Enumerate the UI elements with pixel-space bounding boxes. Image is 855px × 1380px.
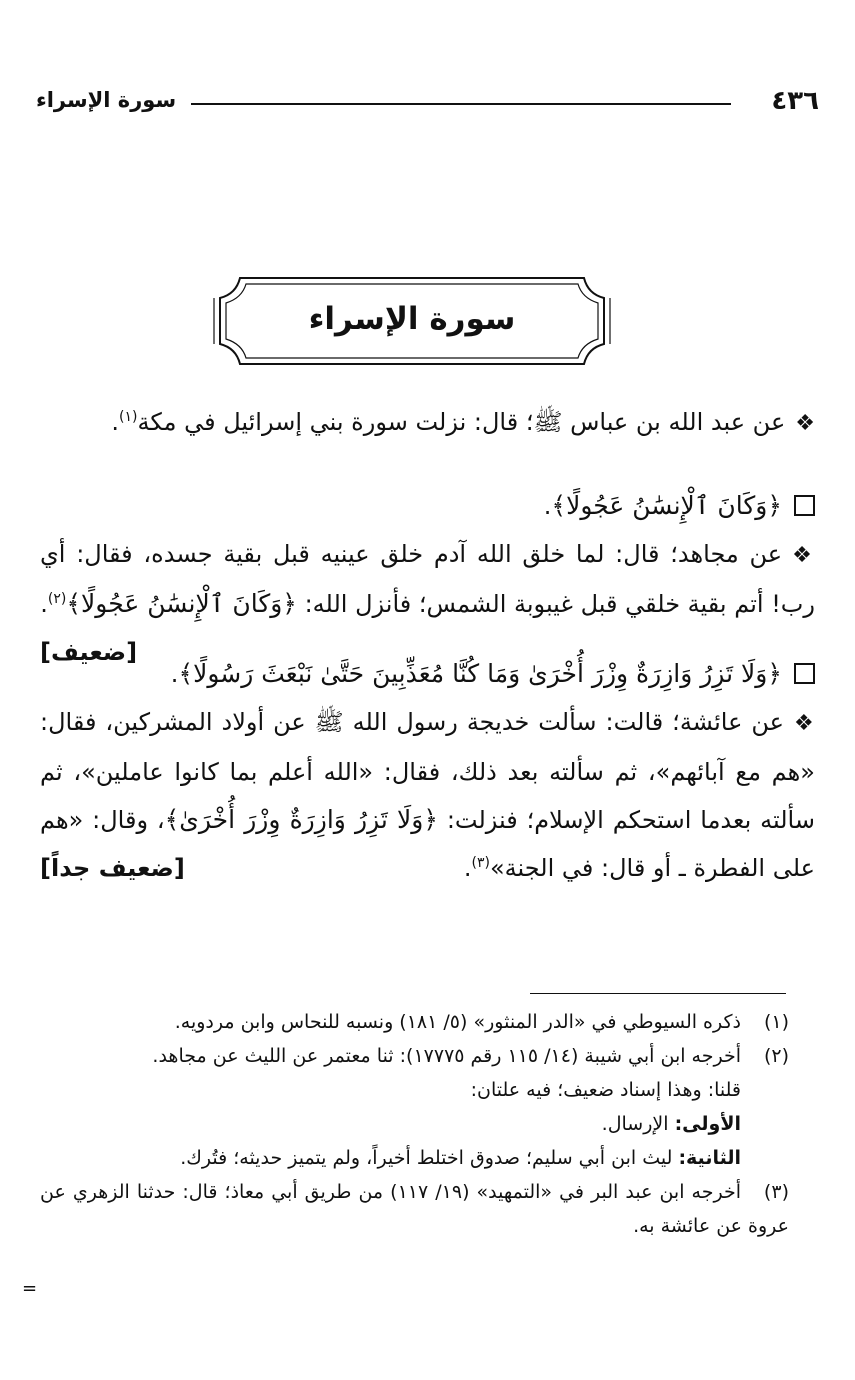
footnote-2-second-reason: الثانية: ليث ابن أبي سليم؛ صدوق اختلط أخيراً، ولم يتميز حديثه؛ فتُرك. xyxy=(180,1147,741,1169)
footnote-ref: (٣) xyxy=(471,855,490,871)
narration-ibn-abbas: ❖عن عبد الله بن عباس ﷺ؛ قال: نزلت سورة بني إسرائيل في مكة$^{(١)}$. xyxy=(111,408,815,436)
bullet-star-icon: ❖ xyxy=(795,411,815,436)
running-title: سورة الإسراء xyxy=(36,88,177,112)
footnote-3: (٣)أخرجه ابن عبد البر في «التمهيد» (١٩/ ١١٧) من طريق أبي معاذ؛ قال: حدثنا الزهري عن عروة عن عائشة به. xyxy=(40,1181,789,1237)
footnote-2-comment: قلنا: وهذا إسناد ضعيف؛ فيه علتان: xyxy=(470,1079,741,1101)
quran-quote: ﴿وَكَانَ ٱلْإِنسَٰنُ عَجُولًا﴾ xyxy=(66,589,297,618)
grading-label: [ضعيف جداً] xyxy=(40,854,185,882)
main-text xyxy=(40,398,815,892)
surah-title: سورة الإسراء xyxy=(308,301,516,337)
footnote-ref: (٢) xyxy=(47,591,67,607)
surah-title-frame xyxy=(212,268,612,374)
square-bullet-icon xyxy=(794,663,815,684)
bullet-star-icon: ❖ xyxy=(792,543,815,568)
header-rule xyxy=(191,103,731,105)
bullet-star-icon: ❖ xyxy=(793,711,815,736)
footnote-separator xyxy=(530,993,786,994)
grading-label: [ضعيف] xyxy=(40,638,138,666)
quran-verse: ﴿وَكَانَ ٱلْإِنسَٰنُ عَجُولًا﴾ xyxy=(551,491,782,520)
narration-mujahid: ❖عن مجاهد؛ قال: لما خلق الله آدم خلق عينيه قبل بقية جسده، فقال: أي رب! أتم بقية خلقي قبل غيبوبة الشمس؛ فأنزل الله: ﴿وَكَانَ ٱلْإِنسَٰنُ عَجُولًا﴾$^{(٢)}$. [ضعيف] xyxy=(40,530,815,628)
footnotes xyxy=(40,1005,789,1243)
running-header xyxy=(36,86,819,122)
footnote-1: (١)ذكره السيوطي في «الدر المنثور» (٥/ ١٨١) ونسبه للنحاس وابن مردويه. xyxy=(174,1011,789,1033)
quran-verse: ﴿وَلَا تَزِرُ وَازِرَةٌ وِزْرَ أُخْرَىٰ وَمَا كُنَّا مُعَذِّبِينَ حَتَّىٰ نَبْعَثَ رَسُولًا﴾ xyxy=(178,659,782,688)
footnote-2-first-reason: الأولى: الإرسال. xyxy=(601,1113,741,1135)
page-number: ٤٣٦ xyxy=(771,86,819,116)
quran-quote: ﴿وَلَا تَزِرُ وَازِرَةٌ وِزْرَ أُخْرَىٰ﴾ xyxy=(164,805,438,834)
footnote-2: (٢)أخرجه ابن أبي شيبة (١٤/ ١١٥ رقم ١٧٧٧٥): ثنا معتمر عن الليث عن مجاهد. xyxy=(152,1045,789,1067)
footnote-ref: (١) xyxy=(119,409,138,425)
square-bullet-icon xyxy=(794,495,815,516)
margin-mark: = xyxy=(22,1278,38,1299)
verse-heading-2: ﴿وَلَا تَزِرُ وَازِرَةٌ وِزْرَ أُخْرَىٰ وَمَا كُنَّا مُعَذِّبِينَ حَتَّىٰ نَبْعَثَ رَسُولًا﴾. xyxy=(40,650,815,698)
verse-heading-1: ﴿وَكَانَ ٱلْإِنسَٰنُ عَجُولًا﴾. xyxy=(40,482,815,530)
narration-aisha: ❖عن عائشة؛ قالت: سألت خديجة رسول الله ﷺ عن أولاد المشركين، فقال: «هم مع آبائهم»، ثم سألته بعد ذلك، فقال: «الله أعلم بما كانوا عاملين»، ثم سألته بعدما استحكم الإسلام؛ فنزلت: ﴿وَلَا تَزِرُ وَازِرَةٌ وِزْرَ أُخْرَىٰ﴾، وقال: «هم على الفطرة ـ أو قال: في الجنة»$^{(٣)}$. [ضعيف جداً] xyxy=(40,698,815,892)
